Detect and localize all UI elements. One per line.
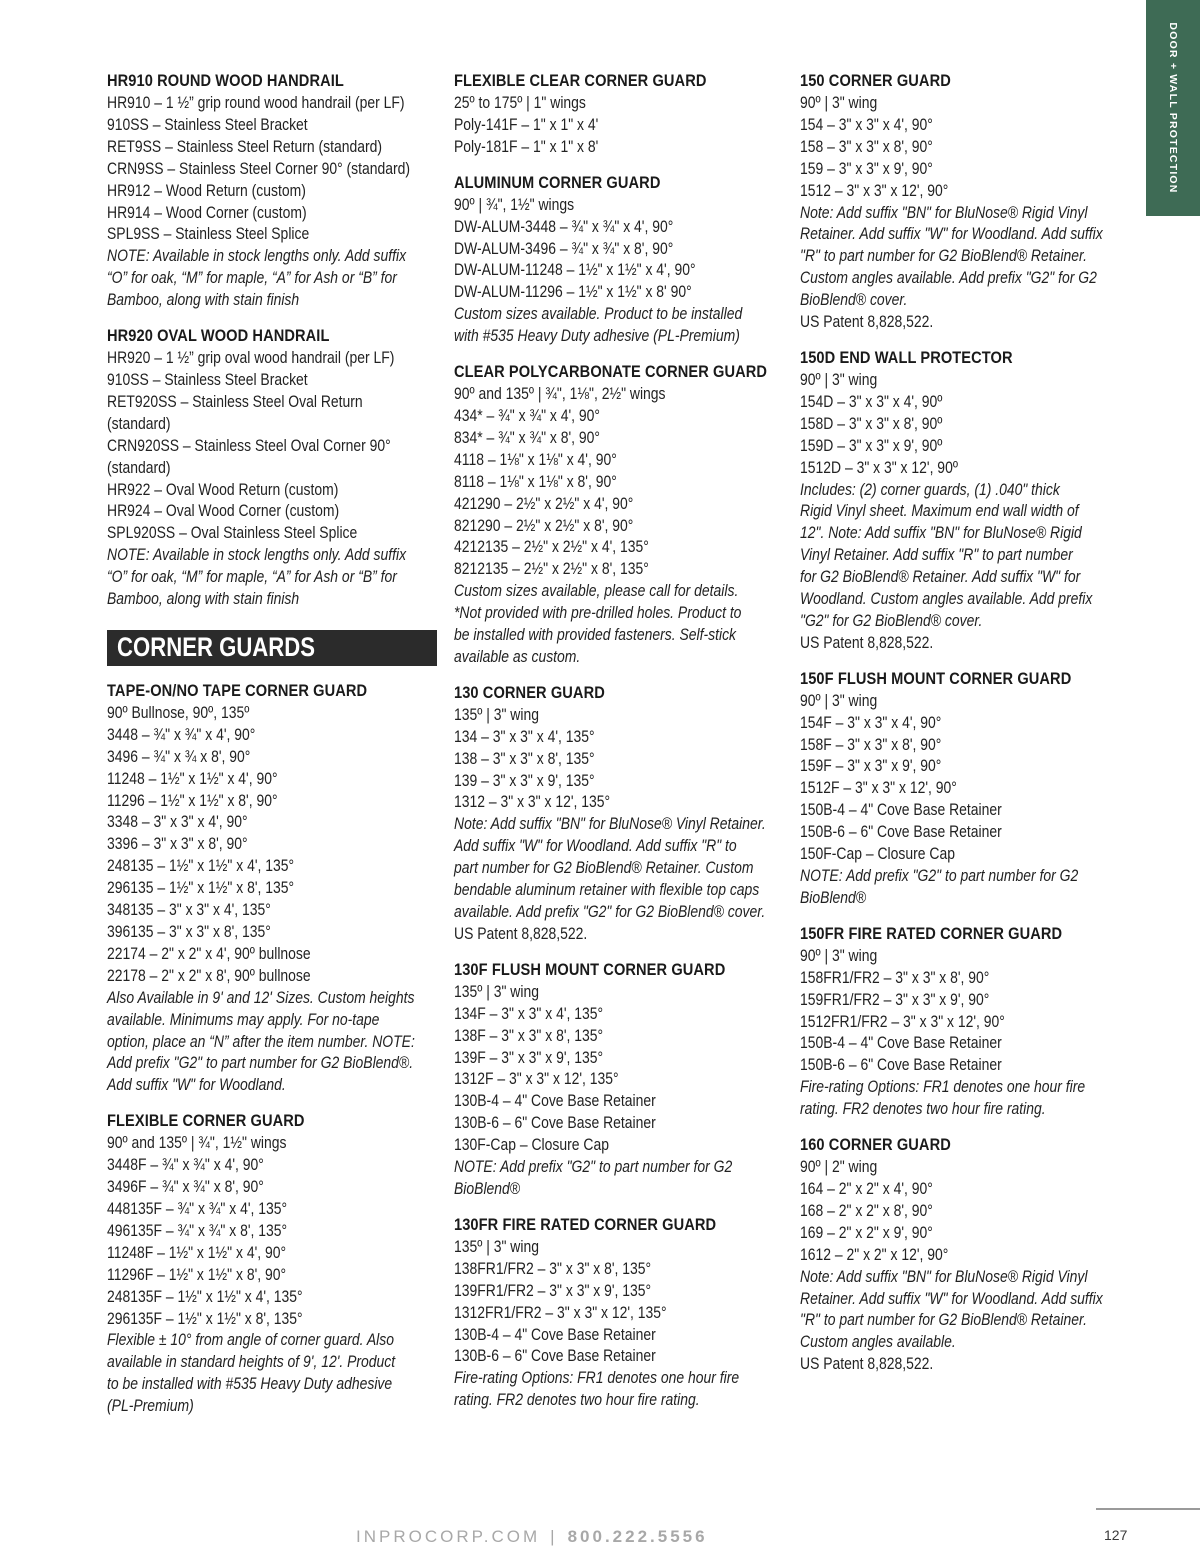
product-note-line: Add prefix "G2" to part number for G2 BioBlend®. [107,1053,414,1073]
product-note-line: Vinyl Retainer. Add suffix "R" to part number [800,545,1073,565]
product-note-line: NOTE: Add prefix "G2" to part number for G2 [454,1157,733,1177]
product-spec-line: 248135F – 1½" x 1½" x 4', 135° [107,1286,303,1306]
product-note-line: bendable aluminum retainer with flexible top caps [454,880,760,900]
product-spec-line: CRN9SS – Stainless Steel Corner 90° (standard) [107,158,411,178]
product-note-line: part number for G2 BioBlend® Retainer. Custom [454,858,754,878]
product-section [107,680,437,1096]
product-note-line: rating. FR2 denotes two hour fire rating. [800,1099,1046,1119]
product-spec-line: 159D – 3" x 3" x 9', 90º [800,435,943,455]
product-spec-line: 159FR1/FR2 – 3" x 3" x 9', 90° [800,989,990,1009]
product-spec-line: 1512 – 3" x 3" x 12', 90° [800,180,949,200]
product-spec-line: 3348 – 3" x 3" x 4', 90° [107,812,248,832]
footer-phone[interactable]: 800.222.5556 [567,1527,708,1546]
product-note-line: BioBlend® [454,1178,521,1198]
product-spec-line: 22178 – 2" x 2" x 8', 90º bullnose [107,965,311,985]
product-spec-line: 8212135 – 2½" x 2½" x 8', 135° [454,559,649,579]
product-section [454,361,784,668]
product-spec-line: HR912 – Wood Return (custom) [107,180,306,200]
page-number: 127 [1104,1527,1128,1543]
product-note-line: (PL-Premium) [107,1396,194,1416]
product-note-line: *Not provided with pre-drilled holes. Product to [454,603,742,623]
product-heading: HR920 OVAL WOOD HANDRAIL [107,326,330,346]
product-note-line: BioBlend® [800,887,867,907]
product-note-line: Add suffix "W" for Woodland. [107,1075,286,1095]
product-spec-line: DW-ALUM-3448 – ¾" x ¾" x 4', 90° [454,216,674,236]
product-spec-line: 154F – 3" x 3" x 4', 90° [800,712,942,732]
product-spec-line: 25º to 175º | 1" wings [454,93,586,112]
product-section [107,1110,437,1417]
product-heading: 150F FLUSH MOUNT CORNER GUARD [800,668,1072,688]
product-spec-line: 8118 – 1⅛" x 1⅛" x 8', 90° [454,471,617,491]
product-spec-line: 4212135 – 2½" x 2½" x 4', 135° [454,537,649,557]
product-spec-line: RET920SS – Stainless Steel Oval Return [107,391,363,411]
product-spec-line: 134F – 3" x 3" x 4', 135° [454,1003,604,1023]
product-spec-line: 11296F – 1½" x 1½" x 8', 90° [107,1264,287,1284]
product-spec-line: 396135 – 3" x 3" x 8', 135° [107,922,271,941]
product-note-line: "R" to part number for G2 BioBlend® Retainer. [800,246,1087,266]
product-spec-line: 158D – 3" x 3" x 8', 90º [800,413,943,433]
product-spec-line: 90º | 3" wing [800,690,878,710]
product-spec-line: DW-ALUM-11248 – 1½" x 1½" x 4', 90° [454,260,696,280]
product-note-line: with #535 Heavy Duty adhesive (PL-Premium) [454,326,740,346]
product-spec-line: 1312FR1/FR2 – 3" x 3" x 12', 135° [454,1302,667,1322]
product-spec-line: 139FR1/FR2 – 3" x 3" x 9', 135° [454,1280,652,1300]
product-section [800,347,1130,654]
product-note-line: rating. FR2 denotes two hour fire rating. [454,1390,700,1410]
product-spec-line: US Patent 8,828,522. [800,312,934,332]
product-spec-line: 1312F – 3" x 3" x 12', 135° [454,1069,619,1089]
footer-separator: | [550,1527,558,1546]
product-spec-line: 434* – ¾" x ¾" x 4', 90° [454,405,600,425]
product-note-line: Also Available in 9' and 12' Sizes. Custom heights [107,987,415,1007]
product-spec-line: 134 – 3" x 3" x 4', 135° [454,726,595,746]
product-spec-line: 150F-Cap – Closure Cap [800,844,955,864]
product-spec-line: 90º | ¾", 1½" wings [454,194,575,214]
product-note-line: Fire-rating Options: FR1 denotes one hour fire [454,1368,740,1388]
product-spec-line: 834* – ¾" x ¾" x 8', 90° [454,427,600,447]
product-note-line: available as custom. [454,646,581,666]
product-heading: 150FR FIRE RATED CORNER GUARD [800,923,1063,943]
product-spec-line: 910SS – Stainless Steel Bracket [107,114,308,134]
product-section [800,1134,1130,1375]
product-note-line: Note: Add suffix "BN" for BluNose® Rigid Vinyl [800,1266,1088,1286]
product-spec-line: 169 – 2" x 2" x 9', 90° [800,1222,933,1242]
product-spec-line: Poly-181F – 1" x 1" x 8' [454,136,599,156]
product-spec-line: 22174 – 2" x 2" x 4', 90º bullnose [107,943,311,963]
product-note-line: "G2" for G2 BioBlend® cover. [800,610,983,630]
product-spec-line: 910SS – Stainless Steel Bracket [107,369,308,389]
product-spec-line: 154 – 3" x 3" x 4', 90° [800,114,933,134]
product-spec-line: 159 – 3" x 3" x 9', 90° [800,158,933,178]
footer-contact [356,1527,708,1547]
product-note-line: Fire-rating Options: FR1 denotes one hour fire [800,1077,1086,1097]
product-spec-line: 496135F – ¾" x ¾" x 8', 135° [107,1220,288,1240]
product-spec-line: (standard) [107,413,171,433]
product-note-line: Custom sizes available. Product to be installed [454,304,743,324]
product-heading: 160 CORNER GUARD [800,1135,951,1155]
product-heading: ALUMINUM CORNER GUARD [454,172,661,192]
side-section-tab [1146,0,1200,216]
product-spec-line: 3448 – ¾" x ¾" x 4', 90° [107,724,256,744]
product-spec-line: 1512FR1/FR2 – 3" x 3" x 12', 90° [800,1011,1005,1031]
product-spec-line: 448135F – ¾" x ¾" x 4', 135° [107,1198,288,1218]
product-note-line: BioBlend® cover. [800,290,908,310]
product-spec-line: 135º | 3" wing [454,981,539,1001]
product-note-line: available in standard heights of 9', 12'. Product [107,1352,396,1372]
product-note-line: Add suffix "W" for Woodland. Add suffix "R" to [454,836,737,856]
product-spec-line: 139 – 3" x 3" x 9', 135° [454,770,595,790]
product-spec-line: 4118 – 1⅛" x 1⅛" x 4', 90° [454,449,617,469]
side-section-tab-label: DOOR + WALL PROTECTION [1167,22,1179,194]
product-note-line: Includes: (2) corner guards, (1) .040" thick [800,479,1060,499]
product-heading: TAPE-ON/NO TAPE CORNER GUARD [107,680,368,700]
product-spec-line: 158FR1/FR2 – 3" x 3" x 8', 90° [800,967,990,987]
product-note-line: Retainer. Add suffix "W" for Woodland. Add suffix [800,224,1103,244]
product-spec-line: 11248 – 1½" x 1½" x 4', 90° [107,768,278,788]
section-banner-title: CORNER GUARDS [117,632,316,663]
product-note-line: NOTE: Available in stock lengths only. Add suffix [107,545,407,565]
product-note-line: available. Add prefix "G2" for G2 BioBlend® cover. [454,902,766,921]
product-spec-line: 158 – 3" x 3" x 8', 90° [800,136,933,156]
product-spec-line: 130F-Cap – Closure Cap [454,1135,609,1155]
product-note-line: option, place an “N” after the item number. NOTE: [107,1031,415,1051]
product-spec-line: 135º | 3" wing [454,704,539,724]
product-note-line: “O” for oak, “M” for maple, “A” for Ash or “B” for [107,268,397,288]
product-spec-line: 90º Bullnose, 90º, 135º [107,702,250,722]
product-spec-line: 150B-4 – 4" Cove Base Retainer [800,1033,1002,1053]
product-spec-line: 1612 – 2" x 2" x 12', 90° [800,1244,949,1264]
product-spec-line: CRN920SS – Stainless Steel Oval Corner 90° [107,435,391,455]
product-section [800,668,1130,909]
product-spec-line: 150B-6 – 6" Cove Base Retainer [800,1055,1002,1075]
product-heading: 130FR FIRE RATED CORNER GUARD [454,1214,717,1234]
product-spec-line: RET9SS – Stainless Steel Return (standard) [107,136,383,156]
product-spec-line: 138F – 3" x 3" x 8', 135° [454,1025,604,1045]
product-spec-line: 248135 – 1½" x 1½" x 4', 135° [107,856,295,876]
product-spec-line: 90º | 3" wing [800,93,878,112]
product-note-line: Bamboo, along with stain finish [107,589,300,609]
product-note-line: for G2 BioBlend® Retainer. Add suffix "W" for [800,567,1081,587]
product-section [454,1214,784,1411]
product-spec-line: 296135 – 1½" x 1½" x 8', 135° [107,878,295,898]
product-section [454,172,784,347]
product-spec-line: SPL920SS – Oval Stainless Steel Splice [107,523,358,543]
product-spec-line: 3496 – ¾" x ¾ x 8', 90° [107,746,251,766]
product-spec-line: 348135 – 3" x 3" x 4', 135° [107,900,271,920]
product-section [800,70,1130,333]
content-column-2 [454,70,784,1425]
product-spec-line: HR910 – 1 ½” grip round wood handrail (per LF) [107,93,405,112]
product-note-line: 12". Note: Add suffix "BN" for BluNose® Rigid [800,523,1082,543]
product-heading: 130 CORNER GUARD [454,682,605,702]
content-column-1 [107,70,437,1431]
product-heading: 150D END WALL PROTECTOR [800,347,1013,367]
product-heading: 130F FLUSH MOUNT CORNER GUARD [454,959,726,979]
product-spec-line: 1312 – 3" x 3" x 12', 135° [454,792,611,812]
product-spec-line: 90º | 3" wing [800,369,878,389]
product-note-line: Retainer. Add suffix "W" for Woodland. Add suffix [800,1288,1103,1308]
product-note-line: NOTE: Available in stock lengths only. Add suffix [107,246,407,266]
product-note-line: Custom angles available. [800,1332,956,1352]
product-note-line: Rigid Vinyl sheet. Maximum end wall width of [800,501,1079,521]
content-column-3 [800,70,1130,1389]
product-section [454,682,784,945]
product-section [454,70,784,158]
product-spec-line: 1512F – 3" x 3" x 12', 90° [800,778,957,798]
product-spec-line: 90º | 3" wing [800,945,878,965]
product-spec-line: SPL9SS – Stainless Steel Splice [107,224,310,244]
product-spec-line: 1512D – 3" x 3" x 12', 90º [800,457,958,477]
product-heading: FLEXIBLE CLEAR CORNER GUARD [454,71,707,90]
product-spec-line: 11248F – 1½" x 1½" x 4', 90° [107,1242,287,1262]
product-note-line: Bamboo, along with stain finish [107,290,300,310]
product-spec-line: 168 – 2" x 2" x 8', 90° [800,1200,933,1220]
footer-website[interactable]: INPROCORP.COM [356,1527,541,1546]
product-spec-line: 3448F – ¾" x ¾" x 4', 90° [107,1155,264,1175]
product-spec-line: 90º and 135º | ¾", 1½" wings [107,1133,287,1153]
product-section [800,923,1130,1120]
product-spec-line: HR922 – Oval Wood Return (custom) [107,479,339,499]
product-spec-line: HR924 – Oval Wood Corner (custom) [107,501,340,521]
product-spec-line: 135º | 3" wing [454,1236,539,1256]
product-note-line: “O” for oak, “M” for maple, “A” for Ash or “B” for [107,567,397,587]
product-heading: HR910 ROUND WOOD HANDRAIL [107,71,344,90]
product-spec-line: 150B-6 – 6" Cove Base Retainer [800,822,1002,842]
product-spec-line: 158F – 3" x 3" x 8', 90° [800,734,942,754]
product-note-line: NOTE: Add prefix "G2" to part number for G2 [800,866,1079,885]
product-note-line: Flexible ± 10° from angle of corner guard. Also [107,1330,394,1350]
product-heading: CLEAR POLYCARBONATE CORNER GUARD [454,362,768,382]
product-spec-line: 90º | 2" wing [800,1157,878,1177]
product-section [454,959,784,1200]
product-note-line: Note: Add suffix "BN" for BluNose® Vinyl Retainer. [454,814,766,834]
product-note-line: Woodland. Custom angles available. Add prefix [800,589,1093,609]
product-spec-line: 296135F – 1½" x 1½" x 8', 135° [107,1308,303,1328]
product-note-line: Custom sizes available, please call for details. [454,581,739,601]
product-spec-line: (standard) [107,457,171,477]
product-heading: FLEXIBLE CORNER GUARD [107,1111,305,1131]
product-spec-line: 821290 – 2½" x 2½" x 8', 90° [454,515,634,535]
product-section [107,325,437,610]
product-spec-line: 130B-4 – 4" Cove Base Retainer [454,1324,656,1344]
product-spec-line: 421290 – 2½" x 2½" x 4', 90° [454,493,634,513]
product-spec-line: US Patent 8,828,522. [800,632,934,652]
product-note-line: Custom angles available. Add prefix "G2" for G2 [800,268,1097,288]
product-spec-line: 130B-6 – 6" Cove Base Retainer [454,1113,656,1133]
product-spec-line: US Patent 8,828,522. [800,1354,934,1374]
product-spec-line: 138 – 3" x 3" x 8', 135° [454,748,595,768]
product-spec-line: 138FR1/FR2 – 3" x 3" x 8', 135° [454,1258,652,1278]
product-spec-line: 3496F – ¾" x ¾" x 8', 90° [107,1177,264,1197]
section-banner [107,630,437,666]
product-spec-line: 154D – 3" x 3" x 4', 90º [800,391,943,411]
product-section [107,70,437,311]
product-spec-line: HR914 – Wood Corner (custom) [107,202,307,222]
product-note-line: to be installed with #535 Heavy Duty adhesive [107,1374,393,1394]
product-spec-line: 11296 – 1½" x 1½" x 8', 90° [107,790,278,810]
product-spec-line: 3396 – 3" x 3" x 8', 90° [107,834,248,854]
product-spec-line: US Patent 8,828,522. [454,923,588,943]
product-spec-line: 130B-6 – 6" Cove Base Retainer [454,1346,656,1366]
product-spec-line: DW-ALUM-3496 – ¾" x ¾" x 8', 90° [454,238,674,258]
product-spec-line: 164 – 2" x 2" x 4', 90° [800,1178,933,1198]
product-note-line: "R" to part number for G2 BioBlend® Retainer. [800,1310,1087,1330]
product-spec-line: Poly-141F – 1" x 1" x 4' [454,114,599,134]
product-spec-line: 159F – 3" x 3" x 9', 90° [800,756,942,776]
footer-rule [1096,1508,1200,1510]
product-spec-line: 150B-4 – 4" Cove Base Retainer [800,800,1002,820]
product-spec-line: HR920 – 1 ½” grip oval wood handrail (per LF) [107,348,395,368]
product-note-line: Note: Add suffix "BN" for BluNose® Rigid Vinyl [800,202,1088,222]
product-heading: 150 CORNER GUARD [800,71,951,90]
product-spec-line: 139F – 3" x 3" x 9', 135° [454,1047,604,1067]
product-note-line: be installed with provided fasteners. Self-stick [454,625,737,645]
product-spec-line: 90º and 135º | ¾", 1⅛", 2½" wings [454,384,666,404]
product-spec-line: DW-ALUM-11296 – 1½" x 1½" x 8' 90° [454,282,692,302]
product-spec-line: 130B-4 – 4" Cove Base Retainer [454,1091,656,1111]
product-note-line: available. Minimums may apply. For no-tape [107,1009,380,1029]
